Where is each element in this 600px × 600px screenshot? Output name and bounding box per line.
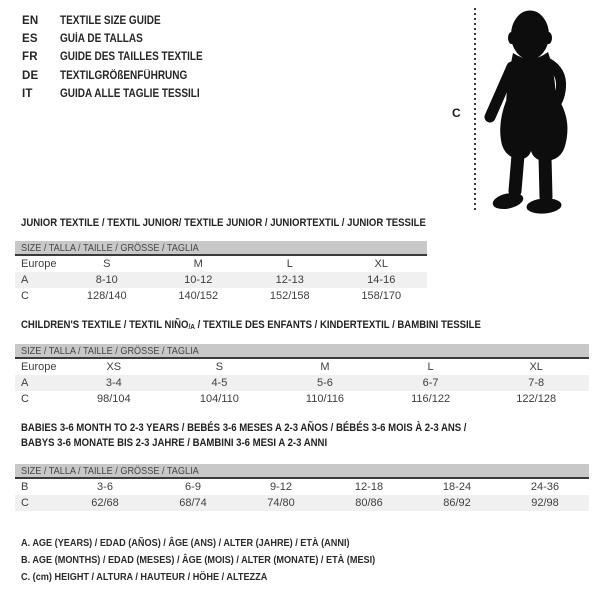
- children-table: [15, 344, 589, 407]
- size-column-m: M: [320, 361, 330, 373]
- children-size-header-bar: SIZE / TALLA / TAILLE / GRÖSSE / TAGLIA: [15, 344, 589, 359]
- row-label: C: [21, 393, 29, 405]
- subscript: /A: [188, 322, 195, 331]
- row-label: A: [21, 377, 29, 389]
- size-column-s: S: [103, 258, 111, 270]
- size-column-m: M: [193, 258, 203, 270]
- cell: 14-16: [367, 274, 396, 286]
- toddler-silhouette-icon: [482, 5, 600, 215]
- junior-table-title: JUNIOR TEXTILE / TEXTIL JUNIOR/ TEXTILE JUNIOR / JUNIORTEXTIL / JUNIOR TESSILE: [21, 217, 426, 229]
- size-column-l: L: [286, 258, 293, 270]
- cell: 4-5: [211, 377, 228, 389]
- children-table-title: CHILDREN'S TEXTILE / TEXTIL NIÑO/A / TEXTILE DES ENFANTS / KINDERTEXTIL / BAMBINI TESSILE: [21, 319, 481, 331]
- babies-size-header-bar: SIZE / TALLA / TAILLE / GRÖSSE / TAGLIA: [15, 464, 589, 479]
- cell: 10-12: [184, 274, 213, 286]
- cell: 8-10: [95, 274, 118, 286]
- cell: 7-8: [528, 377, 545, 389]
- cell: 24-36: [530, 481, 560, 493]
- cell: 86/92: [443, 497, 471, 509]
- lang-title-de: TEXTILGRÖßENFÜHRUNG: [60, 69, 188, 82]
- row-label: C: [21, 290, 29, 302]
- cell: 128/140: [86, 290, 127, 302]
- lang-code-it: IT: [22, 87, 33, 100]
- junior-height-row: [15, 288, 427, 304]
- cell: 122/128: [516, 393, 557, 405]
- footnote-legend: [21, 535, 428, 587]
- row-label: A: [21, 274, 29, 286]
- lang-code-de: DE: [22, 69, 39, 82]
- babies-table: [15, 464, 589, 511]
- cell: 80/86: [355, 497, 383, 509]
- junior-columns-row: [15, 256, 427, 272]
- babies-table-title: BABIES 3-6 MONTH TO 2-3 YEARS / BEBÉS 3-6 MESES A 2-3 AÑOS / BÉBÉS 3-6 MOIS À 2-3 ANS / BABYS 3-6 MONATE BIS 2-3 JAHRE / BAMBINI 3-6 MESI A 2-3 ANNI: [21, 422, 467, 449]
- region-label: Europe: [21, 361, 57, 373]
- cell: 3-6: [97, 481, 113, 493]
- lang-code-es: ES: [22, 33, 38, 46]
- cell: 98/104: [96, 393, 131, 405]
- cell: 68/74: [179, 497, 207, 509]
- children-age-row: [15, 375, 589, 391]
- cell: 18-24: [442, 481, 472, 493]
- footnote-a: A. AGE (YEARS) / EDAD (AÑOS) / ÂGE (ANS) / ALTER (JAHRE) / ETÀ (ANNI): [21, 537, 350, 549]
- height-marker-label: C: [452, 106, 461, 120]
- cell: 104/110: [199, 393, 239, 405]
- cell: 92/98: [531, 497, 559, 509]
- cell: 74/80: [267, 497, 295, 509]
- cell: 5-6: [317, 377, 333, 389]
- cell: 152/158: [269, 290, 310, 302]
- lang-code-en: EN: [22, 15, 39, 28]
- row-label: C: [21, 497, 29, 509]
- region-label: Europe: [21, 258, 57, 270]
- size-column-s: S: [215, 361, 224, 373]
- footnote-b: B. AGE (MONTHS) / EDAD (MESES) / ÂGE (MOIS) / ALTER (MONATE) / ETÀ (MESI): [21, 554, 376, 567]
- cell: 12-13: [275, 274, 304, 286]
- cell: 9-12: [269, 481, 293, 493]
- children-columns-row: [15, 359, 589, 375]
- junior-age-row: [15, 272, 427, 288]
- babies-months-row: [15, 479, 589, 495]
- cell: 140/152: [178, 290, 219, 302]
- cell: 110/116: [305, 393, 345, 405]
- babies-height-row: [15, 495, 589, 511]
- size-column-xs: XS: [106, 361, 122, 373]
- size-column-xl: XL: [374, 258, 388, 270]
- children-height-row: [15, 391, 589, 407]
- cell: 62/68: [91, 497, 119, 509]
- lang-title-it: GUIDA ALLE TAGLIE TESSILI: [60, 87, 200, 100]
- cell: 116/122: [411, 393, 451, 405]
- footnote-c: C. (cm) HEIGHT / ALTURA / HAUTEUR / HÖHE / ALTEZZA: [21, 571, 268, 584]
- size-column-l: L: [427, 361, 434, 373]
- size-column-xl: XL: [529, 361, 543, 373]
- cell: 3-4: [105, 377, 122, 389]
- row-label: B: [21, 481, 29, 493]
- lang-code-fr: FR: [22, 51, 38, 64]
- lang-title-en: TEXTILE SIZE GUIDE: [60, 15, 161, 28]
- lang-title-es: GUÍA DE TALLAS: [60, 33, 143, 46]
- language-list: [22, 12, 224, 103]
- cell: 6-9: [185, 481, 201, 493]
- cell: 6-7: [422, 377, 439, 389]
- junior-size-header-bar: SIZE / TALLA / TAILLE / GRÖSSE / TAGLIA: [15, 241, 427, 256]
- junior-table: [15, 241, 427, 304]
- cell: 12-18: [354, 481, 384, 493]
- height-marker-dotted-line: [474, 8, 476, 212]
- cell: 158/170: [361, 290, 402, 302]
- lang-title-fr: GUIDE DES TAILLES TEXTILE: [60, 51, 203, 64]
